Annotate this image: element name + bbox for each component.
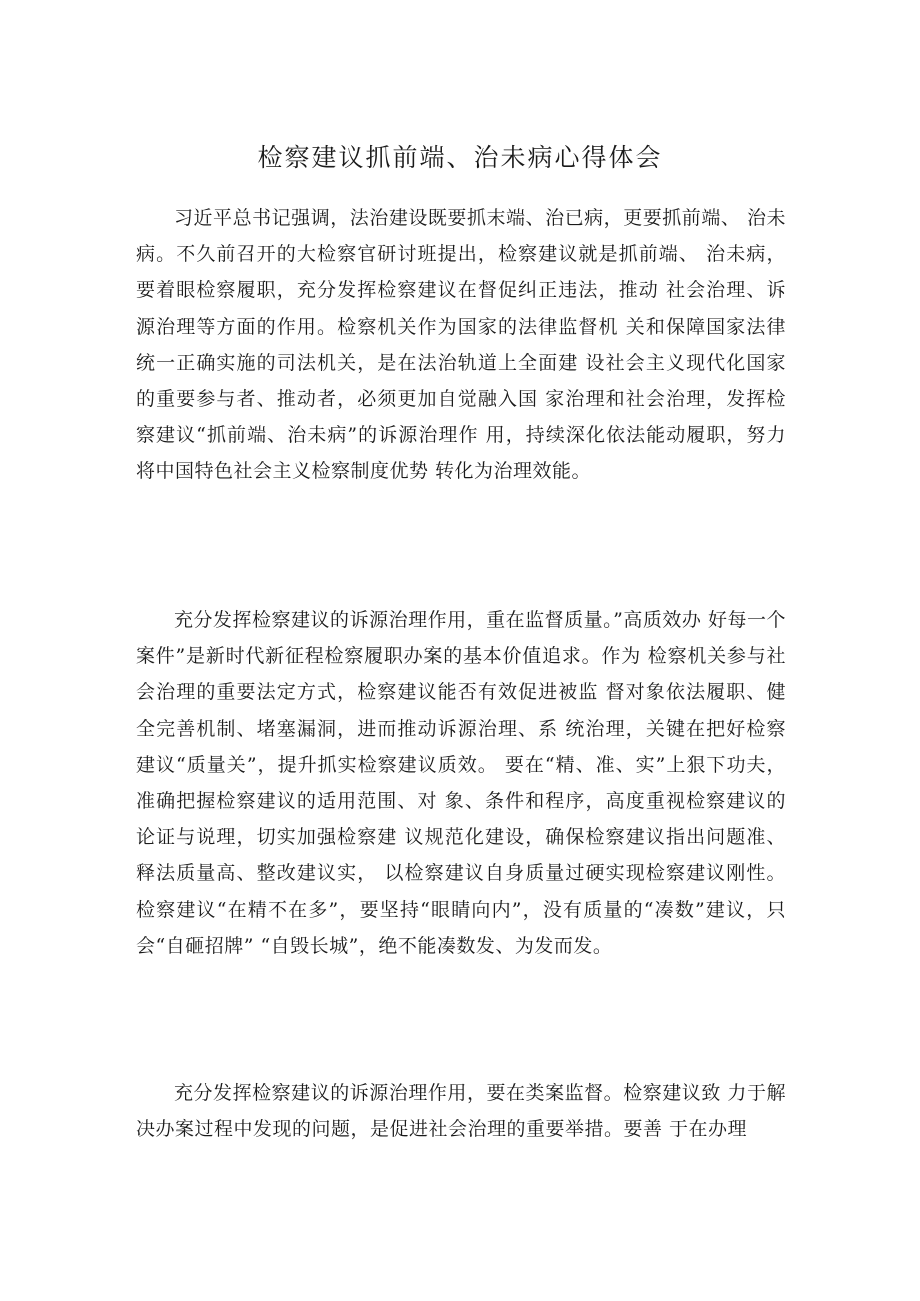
document-title: 检察建议抓前端、治未病心得体会 <box>257 143 663 172</box>
paragraph-2: 充分发挥检察建议的诉源治理作用，重在监督质量。”高质效办 好每一个案件”是新时代新征程检察履职办案的基本价值追求。作为 检察机关参与社会治理的重要法定方式，检察建议能否有效促进被监 督对象依法履职、健全完善机制、堵塞漏洞，进而推动诉源治理、系 统治理，关键在把好检察建议“质量关”，提升抓实检察建议质效。 要在“精、准、实”上狠下功夫，准确把握检察建议的适用范围、对 象、条件和程序，高度重视检察建议的论证与说理，切实加强检察建 议规范化建设，确保检察建议指出问题准、释法质量高、整改建议实， 以检察建议自身质量过硬实现检察建议刚性。检察建议“在精不在多”，要坚持“眼睛向内”，没有质量的“凑数”建议，只会“自砸招牌” “自毁长城”，绝不能凑数发、为发而发。 <box>136 609 786 957</box>
paragraph-1: 习近平总书记强调，法治建设既要抓末端、治已病，更要抓前端、 治未病。不久前召开的大检察官研讨班提出，检察建议就是抓前端、 治未病，要着眼检察履职，充分发挥检察建议在督促纠正违法，推动 社会治理、诉源治理等方面的作用。检察机关作为国家的法律监督机 关和保障国家法律统一正确实施的司法机关，是在法治轨道上全面建 设社会主义现代化国家的重要参与者、推动者，必须更加自觉融入国 家治理和社会治理，发挥检察建议“抓前端、治未病”的诉源治理作 用，持续深化依法能动履职，努力将中国特色社会主义检察制度优势 转化为治理效能。 <box>136 207 786 483</box>
paragraph-3: 充分发挥检察建议的诉源治理作用，要在类案监督。检察建议致 力于解决办案过程中发现的问题，是促进社会治理的重要举措。要善 于在办理 <box>136 1082 786 1141</box>
